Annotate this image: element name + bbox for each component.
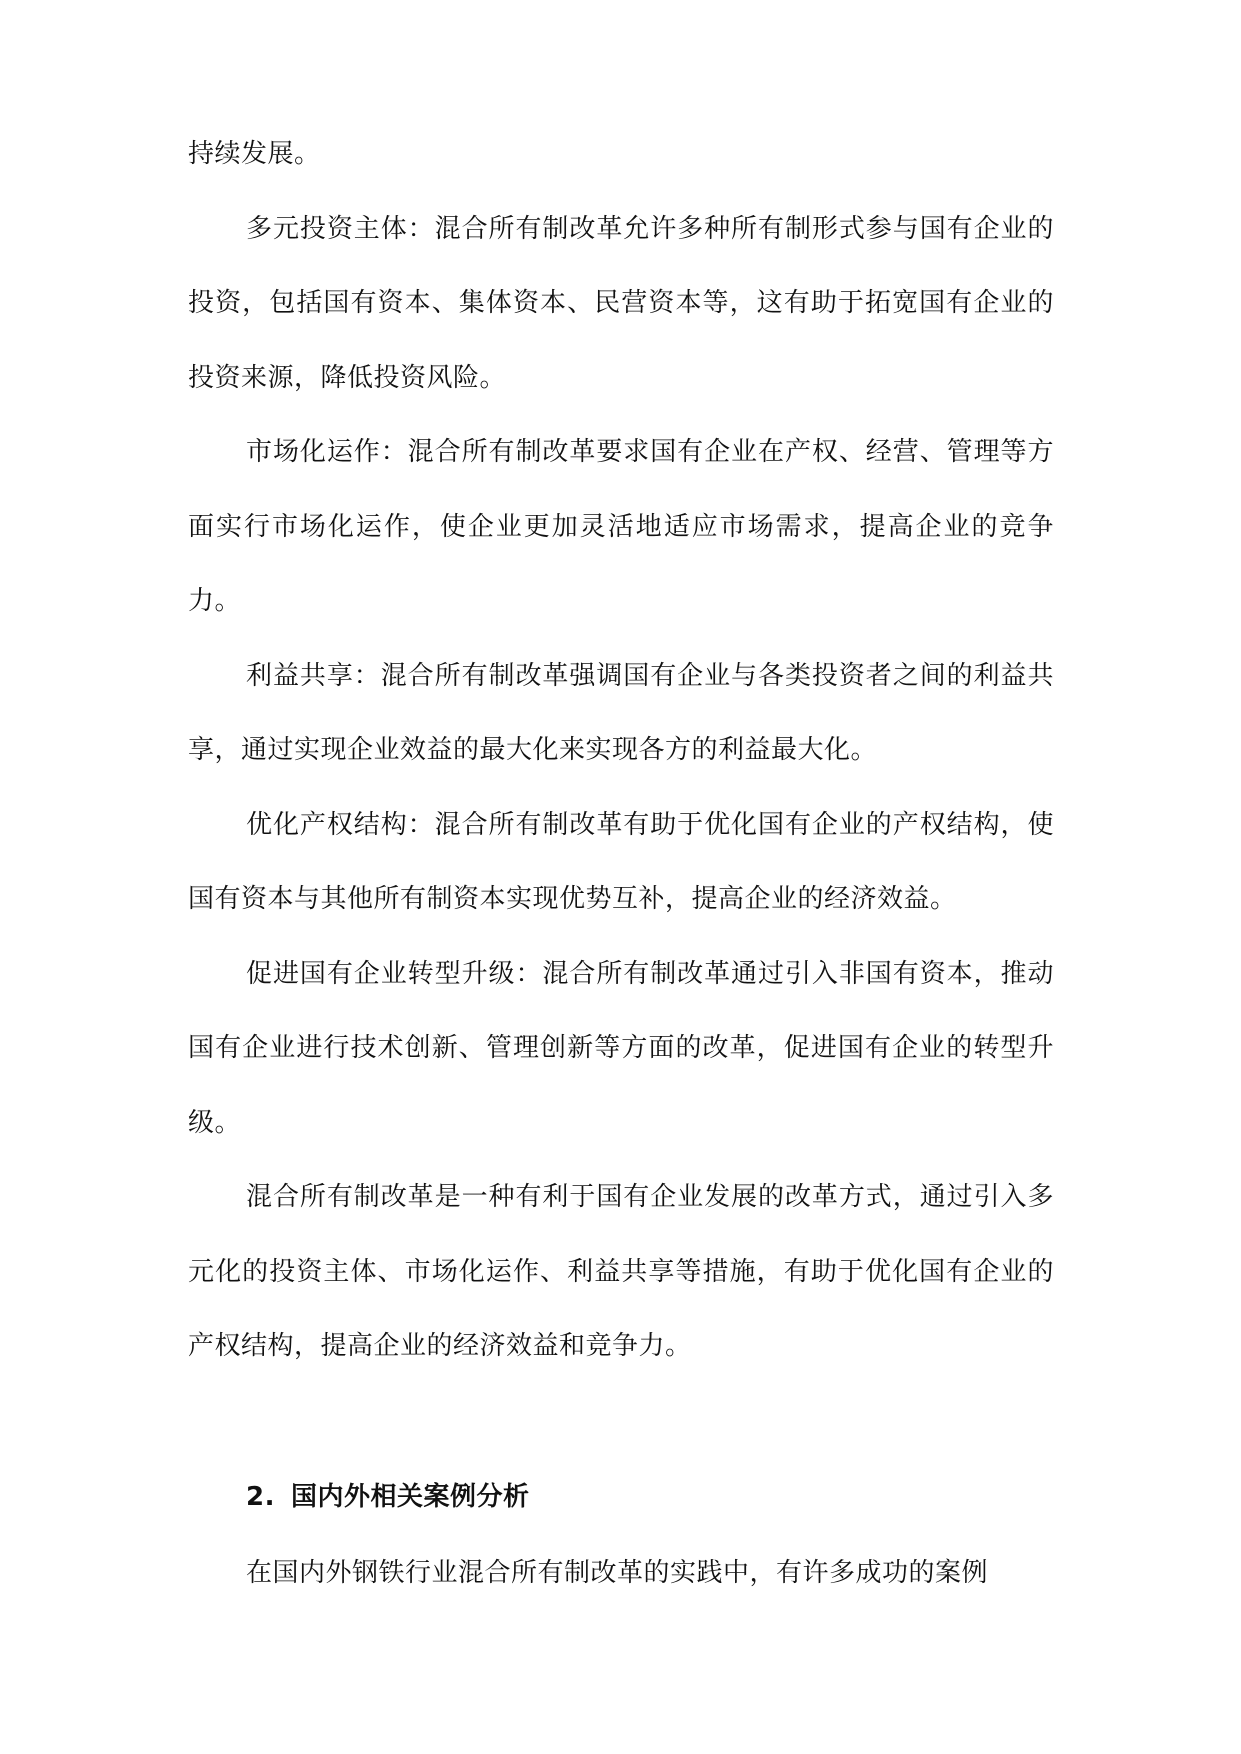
paragraph-continuation: 持续发展。 <box>188 139 321 169</box>
body-text <box>188 117 1054 1384</box>
paragraph-market-operation: 市场化运作：混合所有制改革要求国有企业在产权、经营、管理等方面实行市场化运作，使企业更加灵活地适应市场需求，提高企业的竞争力。 <box>188 437 1054 616</box>
paragraph-transformation: 促进国有企业转型升级：混合所有制改革通过引入非国有资本，推动国有企业进行技术创新、管理创新等方面的改革，促进国有企业的转型升级。 <box>188 958 1054 1138</box>
section-heading <box>246 1460 529 1534</box>
paragraph-case-intro: 在国内外钢铁行业混合所有制改革的实践中，有许多成功的案例 <box>246 1558 989 1588</box>
section-title: 国内外相关案例分析 <box>290 1482 530 1512</box>
section-number: 2. <box>246 1482 275 1512</box>
paragraph-investment-subjects: 多元投资主体：混合所有制改革允许多种所有制形式参与国有企业的投资，包括国有资本、集体资本、民营资本等，这有助于拓宽国有企业的投资来源，降低投资风险。 <box>188 213 1054 393</box>
paragraph-summary: 混合所有制改革是一种有利于国有企业发展的改革方式，通过引入多元化的投资主体、市场化运作、利益共享等措施，有助于优化国有企业的产权结构，提高企业的经济效益和竞争力。 <box>188 1182 1054 1361</box>
paragraph-benefit-sharing: 利益共享：混合所有制改革强调国有企业与各类投资者之间的利益共享，通过实现企业效益的最大化来实现各方的利益最大化。 <box>188 660 1054 765</box>
paragraph-property-structure: 优化产权结构：混合所有制改革有助于优化国有企业的产权结构，使国有资本与其他所有制资本实现优势互补，提高企业的经济效益。 <box>188 809 1054 914</box>
